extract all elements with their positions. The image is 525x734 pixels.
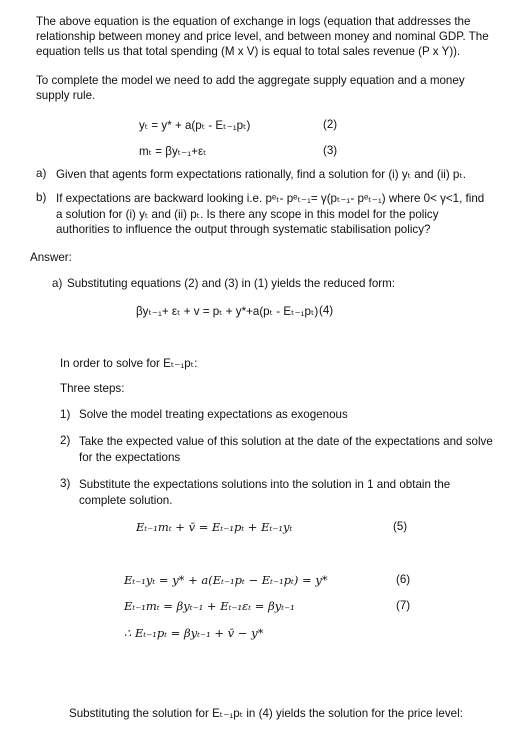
answer-heading: Answer: (30, 251, 72, 264)
step-2-number: 2) (60, 434, 71, 447)
solve-for-text: In order to solve for Eₜ₋₁pₜ: (60, 357, 198, 370)
step-1-text: Solve the model treating expectations as exogenous (79, 408, 348, 421)
equation-2-number: (2) (323, 118, 338, 131)
equation-5-number: (5) (393, 520, 408, 533)
question-b-label: b) (36, 191, 47, 204)
equation-7-number: (7) (396, 599, 411, 612)
equation-therefore: ∴ Eₜ₋₁pₜ = βyₜ₋₁ + v̄ − y* (124, 626, 264, 640)
answer-a-text: Substituting equations (2) and (3) in (1) yields the reduced form: (67, 277, 396, 290)
answer-a-label: a) (52, 277, 63, 290)
equation-4: βyₜ₋₁+ εₜ + v = pₜ + y*+a(pₜ - Eₜ₋₁pₜ) (136, 305, 319, 318)
three-steps-heading: Three steps: (60, 382, 125, 395)
equation-3: mₜ = βyₜ₋₁+εₜ (139, 145, 207, 158)
step-2-text: Take the expected value of this solution at the date of the expectations and solve for the expectations (79, 435, 493, 464)
equation-5: Eₜ₋₁mₜ + v̄ = Eₜ₋₁pₜ + Eₜ₋₁yₜ (136, 520, 293, 534)
question-a-label: a) (36, 167, 47, 180)
step-3-text: Substitute the expectations solutions into the solution in 1 and obtain the complete solution. (79, 478, 451, 507)
intro-paragraph-1: The above equation is the equation of exchange in logs (equation that addresses the relationship between money and price level, and between money and nominal GDP. The equation tells us that total spending (M x V) is equal to total sales revenue (P x Y)). (36, 15, 489, 58)
intro-paragraph-2: To complete the model we need to add the aggregate supply equation and a money supply rule. (36, 74, 465, 102)
equation-6-number: (6) (396, 573, 411, 586)
equation-4-number: (4) (319, 304, 334, 317)
step-1-number: 1) (60, 408, 71, 421)
step-3-number: 3) (60, 477, 71, 490)
equation-6: Eₜ₋₁yₜ = y* + a(Eₜ₋₁pₜ − Eₜ₋₁pₜ) = y* (124, 573, 328, 587)
equation-2: yₜ = y* + a(pₜ - Eₜ₋₁pₜ) (139, 119, 251, 132)
question-b-text: If expectations are backward looking i.e. pᵉₜ- pᵉₜ₋₁= γ(pₜ₋₁- pᵉₜ₋₁) where 0< γ<1, find a solution for (i) yₜ and (ii) pₜ. Is there any scope in this model for the policy authorities to influence the output through systematic stabilisation policy? (56, 192, 485, 236)
question-a-text: Given that agents form expectations rationally, find a solution for (i) yₜ and (ii) pₜ. (56, 168, 467, 181)
equation-3-number: (3) (323, 144, 338, 157)
final-sentence: Substituting the solution for Eₜ₋₁pₜ in (4) yields the solution for the price level: (69, 707, 463, 720)
equation-7: Eₜ₋₁mₜ = βyₜ₋₁ + Eₜ₋₁εₜ = βyₜ₋₁ (124, 599, 295, 613)
